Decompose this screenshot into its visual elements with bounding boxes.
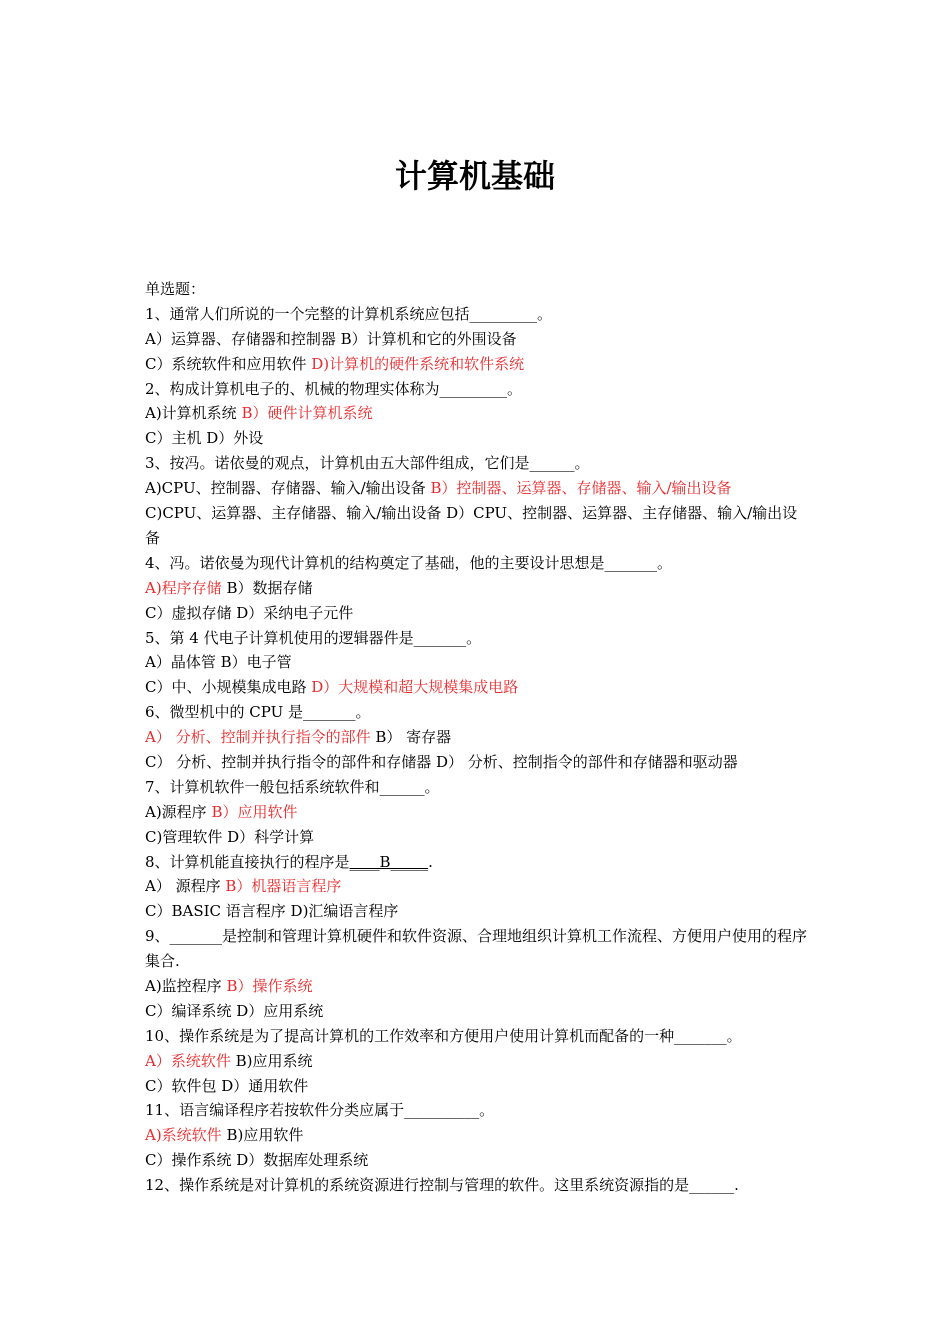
text-segment: B)应用系统	[230, 1051, 313, 1070]
text-segment: A）运算器、存储器和控制器 B）计算机和它的外围设备	[145, 329, 517, 348]
text-segment: C）虚拟存储 D）采纳电子元件	[145, 603, 354, 622]
text-line	[145, 725, 810, 750]
text-line	[145, 1098, 810, 1123]
document-title: 计算机基础	[394, 157, 555, 195]
text-segment: C）中、小规模集成电路	[145, 678, 312, 697]
text-line	[145, 1074, 810, 1099]
question-list	[145, 277, 810, 1198]
text-segment: B）数据存储	[221, 578, 313, 597]
answer-highlight: D)计算机的硬件系统和软件系统	[311, 354, 525, 373]
answer-highlight: A)系统软件	[145, 1126, 222, 1145]
text-line	[145, 700, 810, 725]
text-segment: B） 寄存器	[370, 728, 452, 747]
text-segment: A）晶体管 B）电子管	[145, 653, 292, 672]
text-line	[145, 476, 810, 501]
text-segment: 8、计算机能直接执行的程序是	[145, 852, 350, 871]
text-segment: C)CPU、运算器、主存储器、输入/输出设备 D）CPU、控制器、运算器、主存储器、输入/输出设备	[145, 504, 798, 547]
text-line	[145, 924, 810, 974]
text-segment: ____B_____	[349, 852, 429, 871]
text-line	[145, 650, 810, 675]
text-segment: 12、操作系统是对计算机的系统资源进行控制与管理的软件。这里系统资源指的是______.	[145, 1176, 739, 1195]
text-line	[145, 426, 810, 451]
text-segment: 3、按冯。诺依曼的观点，计算机由五大部件组成，它们是______。	[145, 454, 590, 473]
text-line	[145, 874, 810, 899]
text-line	[145, 775, 810, 800]
text-line	[145, 352, 810, 377]
text-line	[145, 1024, 810, 1049]
text-line	[145, 675, 810, 700]
text-segment: A)监控程序	[145, 977, 227, 995]
text-line	[145, 451, 810, 476]
answer-highlight: A）系统软件	[145, 1051, 231, 1070]
text-segment: 2、构成计算机电子的、机械的物理实体称为_________。	[145, 379, 523, 398]
question-lines	[145, 302, 810, 1198]
text-segment: A)计算机系统	[145, 404, 242, 423]
text-line	[145, 327, 810, 352]
text-segment: 1、通常人们所说的一个完整的计算机系统应包括_________。	[145, 304, 553, 323]
text-segment: 11、语言编译程序若按软件分类应属于__________。	[145, 1101, 495, 1120]
answer-highlight: B）机器语言程序	[225, 877, 342, 896]
text-segment: B)应用软件	[221, 1126, 304, 1145]
answer-highlight: B）硬件计算机系统	[241, 404, 373, 423]
text-line	[145, 501, 810, 551]
text-segment: 4、冯。诺依曼为现代计算机的结构奠定了基础，他的主要设计思想是_______。	[145, 553, 673, 572]
text-segment: C）BASIC 语言程序 D)汇编语言程序	[145, 902, 399, 921]
answer-highlight: A)程序存储	[145, 578, 222, 597]
text-line	[145, 999, 810, 1024]
text-segment: A)CPU、控制器、存储器、输入/输出设备	[145, 479, 431, 498]
text-line	[145, 576, 810, 601]
answer-highlight: D）大规模和超大规模集成电路	[311, 678, 519, 697]
text-line	[145, 302, 810, 327]
text-segment: 7、计算机软件一般包括系统软件和______。	[145, 777, 440, 796]
text-line	[145, 626, 810, 651]
text-line	[145, 401, 810, 426]
text-segment: 5、第 4 代电子计算机使用的逻辑器件是_______。	[145, 628, 482, 647]
section-heading: 单选题：	[145, 280, 206, 298]
answer-highlight: B）控制器、运算器、存储器、输入/输出设备	[430, 479, 732, 498]
text-segment: A） 源程序	[145, 877, 226, 896]
text-line	[145, 551, 810, 576]
text-segment: C）主机 D）外设	[145, 429, 264, 448]
text-line	[145, 1173, 810, 1198]
text-line	[145, 1148, 810, 1173]
answer-highlight: A） 分析、控制并执行指令的部件	[145, 728, 371, 747]
text-segment: C）编译系统 D）应用系统	[145, 1001, 324, 1020]
text-segment: 6、微型机中的 CPU 是_______。	[145, 703, 371, 722]
text-line	[145, 601, 810, 626]
text-segment: C） 分析、控制并执行指令的部件和存储器 D） 分析、控制指令的部件和存储器和驱动器	[145, 752, 738, 771]
text-segment: .	[428, 852, 433, 871]
text-line	[145, 750, 810, 775]
text-segment: C）软件包 D）通用软件	[145, 1076, 309, 1095]
text-segment: C)管理软件 D）科学计算	[145, 827, 315, 846]
text-line	[145, 1049, 810, 1074]
text-segment: C）系统软件和应用软件	[145, 354, 312, 373]
text-line	[145, 1123, 810, 1148]
text-line	[145, 850, 810, 875]
text-line	[145, 974, 810, 999]
text-line	[145, 899, 810, 924]
text-line	[145, 825, 810, 850]
text-line	[145, 377, 810, 402]
answer-highlight: B）应用软件	[211, 802, 298, 821]
text-line	[145, 800, 810, 825]
text-segment: 10、操作系统是为了提高计算机的工作效率和方便用户使用计算机而配备的一种_______。	[145, 1026, 742, 1045]
text-segment: C）操作系统 D）数据库处理系统	[145, 1151, 369, 1170]
text-segment: A)源程序	[145, 802, 212, 821]
answer-highlight: B）操作系统	[226, 977, 313, 995]
text-segment: 9、_______是控制和管理计算机硬件和软件资源、合理地组织计算机工作流程、方便用户使用的程序集合.	[145, 927, 808, 971]
